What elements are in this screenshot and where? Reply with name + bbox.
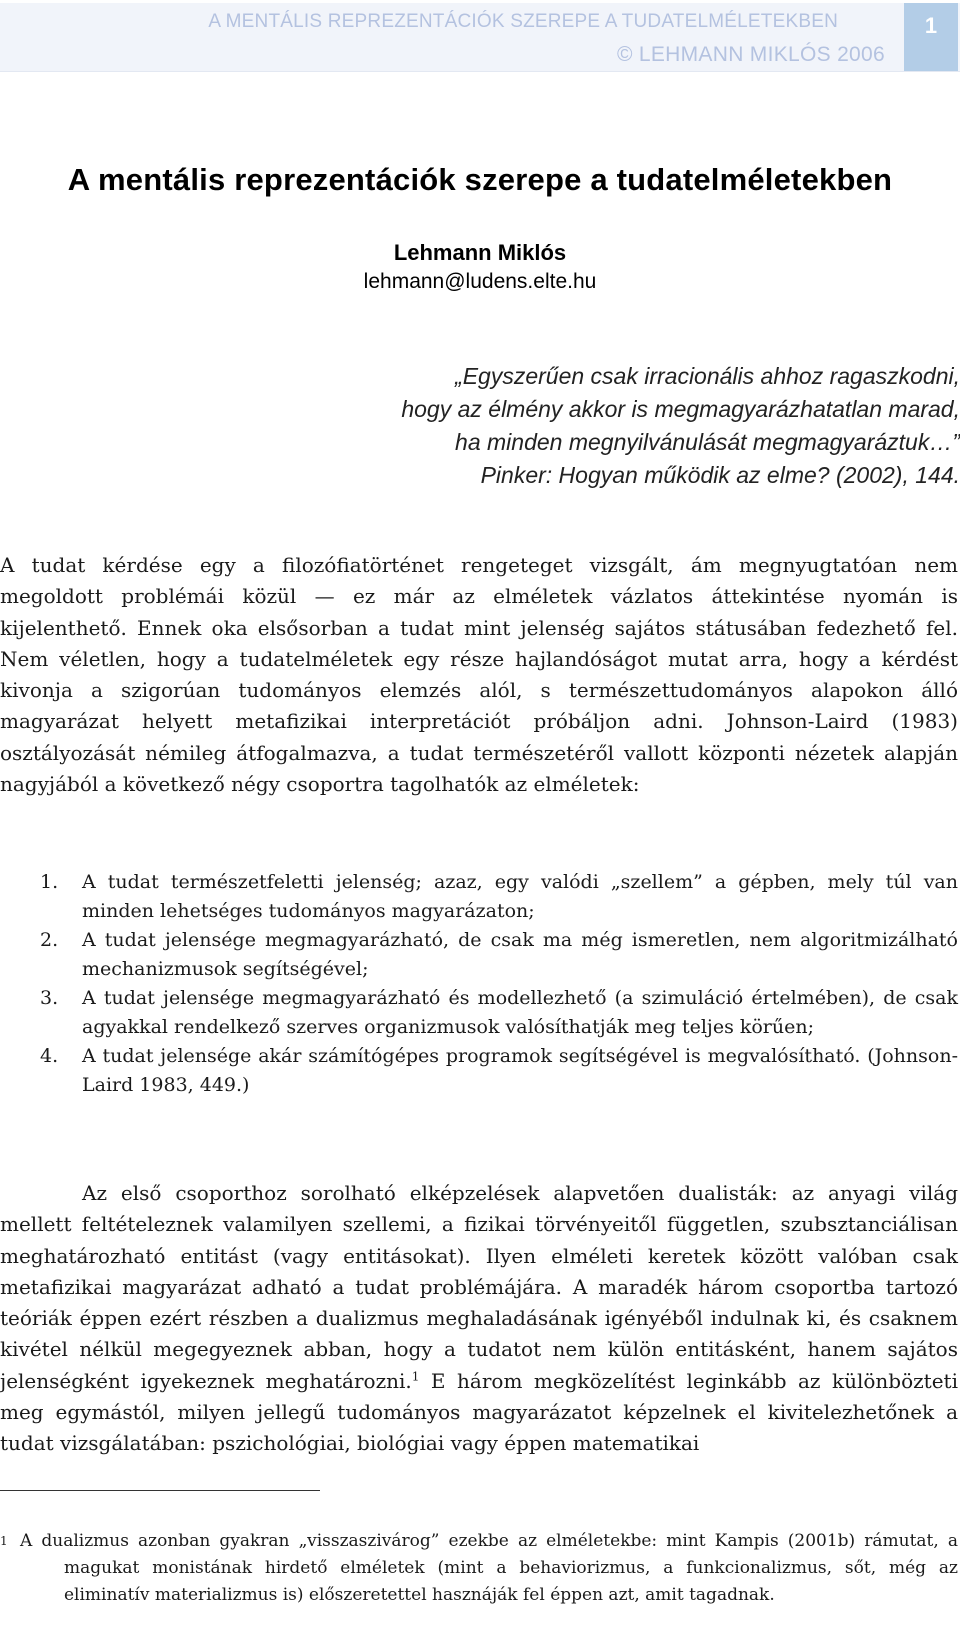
list-text: A tudat jelensége megmagyarázható és modellezhető (a szimuláció értelmében), de csak agyakkal rendelkező szerves organizmusok valósíthatják meg teljes körűen; <box>82 987 958 1038</box>
list-number: 2. <box>40 929 59 951</box>
document-title: A mentális reprezentációk szerepe a tudatelméletekben <box>67 162 893 197</box>
epigraph-line: ha minden megnyilvánulását megmagyaráztuk…” <box>455 429 960 455</box>
list-text: A tudat jelensége megmagyarázható, de csak ma még ismeretlen, nem algoritmizálható mechanizmusok segítségével; <box>82 929 958 980</box>
author-name: Lehmann Miklós <box>393 240 567 265</box>
paragraph-text: E három megközelítést leginkább az különbözteti meg egymástól, milyen jellegű tudományos magyarázatot képzelnek el kivitelezhetőnek a tudat vizsgálatában: pszichológiai, biológiai vagy éppen matematikai <box>0 1368 958 1456</box>
list-number: 4. <box>40 1045 59 1067</box>
epigraph <box>0 360 960 492</box>
epigraph-line: hogy az élmény akkor is megmagyarázhatatlan marad, <box>401 396 960 422</box>
list-item <box>40 926 958 983</box>
running-header <box>0 3 960 72</box>
list-item <box>40 868 958 925</box>
list-text: A tudat jelensége akár számítógépes programok segítségével is megvalósítható. (Johnson-Laird 1983, 449.) <box>82 1045 958 1096</box>
list-item <box>40 1042 958 1099</box>
theory-list <box>40 868 958 1100</box>
footnote-divider <box>0 1490 320 1491</box>
copyright-line: © LEHMANN MIKLÓS 2006 <box>616 43 885 66</box>
epigraph-source: Pinker: Hogyan működik az elme? (2002), 144. <box>480 462 960 488</box>
author-email[interactable]: lehmann@ludens.elte.hu <box>363 270 597 293</box>
list-item <box>40 984 958 1041</box>
footnote-reference[interactable]: 1 <box>411 1369 420 1384</box>
page-number-box <box>904 3 958 71</box>
running-title: A MENTÁLIS REPREZENTÁCIÓK SZEREPE A TUDATELMÉLETEKBEN <box>208 11 838 32</box>
list-number: 1. <box>40 871 59 893</box>
epigraph-line: „Egyszerűen csak irracionális ahhoz ragaszkodni, <box>455 363 960 389</box>
paragraph-dualism <box>0 1178 958 1460</box>
page-number: 1 <box>924 13 938 38</box>
footnote-text: A dualizmus azonban gyakran „visszaszivárog” ezekbe az elméletekbe: mint Kampis (2001b) rámutat, a magukat monistának hirdető elméletek (mint a behaviorizmus, a funkcionalizmus, sőt, még az eliminatív materializmus is) előszeretettel hasznáják fel éppen azt, amit tagadnak. <box>20 1531 958 1605</box>
paragraph-intro: A tudat kérdése egy a filozófiatörténet rengeteget vizsgált, ám megnyugtatóan nem megoldott problémái közül — ez már az elméletek vázlatos áttekintése nyomán is kijelenthető. Ennek oka elsősorban a tudat mint jelenség sajátos státusában fedezhető fel. Nem véletlen, hogy a tudatelméletek egy része hajlandóságot mutat arra, hogy a kérdést kivonja a szigorúan tudományos elemzés alól, s természettudományos alapokon álló magyarázat helyett metafizikai interpretációt próbáljon adni. Johnson-Laird (1983) osztályozását némileg átfogalmazva, a tudat természetéről vallott központi nézetek alapján nagyjából a következő négy csoportra tagolhatók az elméletek: <box>0 553 958 797</box>
paragraph-text: Az első csoporthoz sorolható elképzelések alapvetően dualisták: az anyagi világ mellett feltételeznek valamilyen szellemi, a fizikai törvényeitől független, szubsztanciálisan meghatározható entitást (vagy entitásokat). Ilyen elméleti keretek között valóban csak metafizikai magyarázat adható a tudat problémájára. A maradék három csoportba tartozó teóriák éppen ezért részben a dualizmus meghaladásának igényéből indulnak ki, és csaknem kivétel nélkül megegyeznek abban, hogy a tudatot nem külön entitásként, hanem sajátos jelenségként igyekeznek meghatározni. <box>0 1181 958 1393</box>
list-number: 3. <box>40 987 59 1009</box>
footnote-number: 1 <box>0 1534 8 1548</box>
list-text: A tudat természetfeletti jelenség; azaz, egy valódi „szellem” a gépben, mely túl van minden lehetséges tudományos magyarázaton; <box>82 871 958 922</box>
footnote <box>0 1528 958 1609</box>
